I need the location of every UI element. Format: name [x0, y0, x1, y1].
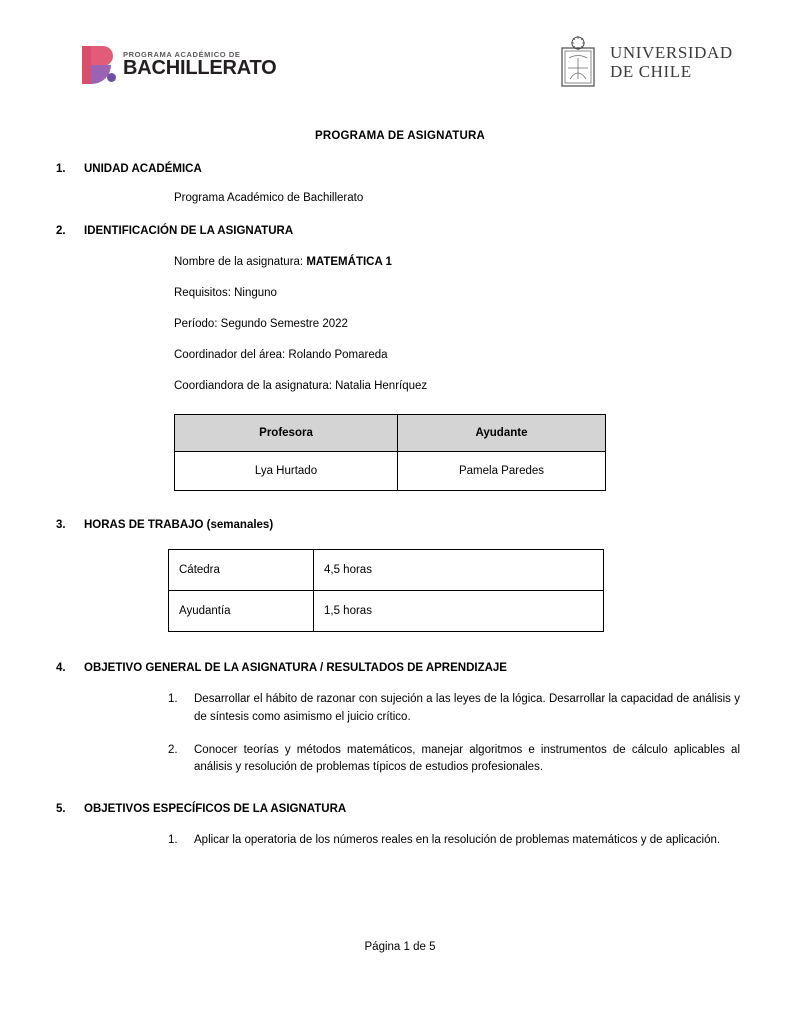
- section-heading-unidad-academica: [56, 163, 744, 175]
- table-row: [175, 452, 606, 491]
- section-number-5: 5.: [56, 803, 66, 816]
- nombre-asignatura-label: Nombre de la asignatura:: [174, 256, 307, 268]
- section-heading-identificacion: [56, 225, 744, 237]
- unidad-academica-value: Programa Académico de Bachillerato: [174, 192, 364, 204]
- list-item-number: 2.: [168, 743, 178, 756]
- bachillerato-logo-line1: PROGRAMA ACADÉMICO DE: [123, 49, 241, 59]
- university-logo-line1: UNIVERSIDAD: [610, 42, 733, 62]
- university-logo-line2: DE CHILE: [610, 62, 692, 81]
- table-header-row: [175, 415, 606, 452]
- nombre-asignatura-row: [174, 256, 744, 268]
- university-logo-text: [610, 43, 733, 81]
- column-header-profesora: Profesora: [175, 415, 398, 452]
- list-item: [168, 691, 740, 727]
- universidad-de-chile-logo: [556, 36, 733, 88]
- cell-ayudantia-horas: 1,5 horas: [314, 591, 604, 632]
- cell-catedra-label: Cátedra: [169, 550, 314, 591]
- column-header-ayudante: Ayudante: [398, 415, 606, 452]
- section-number-3: 3.: [56, 519, 66, 531]
- list-item-number: 1.: [168, 693, 178, 705]
- section-number-2: 2.: [56, 225, 66, 237]
- bachillerato-logo-icon: [82, 46, 116, 84]
- table-row: [169, 550, 604, 591]
- cell-profesora-nombre: Lya Hurtado: [175, 452, 398, 491]
- table-row: [169, 591, 604, 632]
- list-item-text: Aplicar la operatoria de los números reales en la resolución de problemas matemáticos y de aplicación.: [194, 834, 721, 847]
- section-heading-horas-trabajo: [56, 519, 744, 531]
- section-number-4: 4.: [56, 662, 66, 674]
- requisitos-row: Requisitos: Ninguno: [174, 287, 277, 299]
- section-heading-objetivo-general: [56, 662, 744, 674]
- coordinador-area-row: Coordinador del área: Rolando Pomareda: [174, 349, 388, 361]
- section-title-3: HORAS DE TRABAJO (semanales): [84, 519, 274, 531]
- list-item: [168, 742, 740, 778]
- list-item-text: Desarrollar el hábito de razonar con sujeción a las leyes de la lógica. Desarrollar la capacidad de análisis y de síntesis como asimismo el juicio crítico.: [194, 693, 740, 723]
- cell-ayudante-nombre: Pamela Paredes: [398, 452, 606, 491]
- objetivos-especificos-list: [168, 832, 744, 850]
- section-title-4: OBJETIVO GENERAL DE LA ASIGNATURA / RESULTADOS DE APRENDIZAJE: [84, 662, 507, 674]
- university-seal-icon: [556, 36, 600, 88]
- nombre-asignatura-value: MATEMÁTICA 1: [306, 256, 392, 268]
- list-item: [168, 832, 740, 850]
- section-title-5: OBJETIVOS ESPECÍFICOS DE LA ASIGNATURA: [84, 803, 347, 816]
- periodo-row: Período: Segundo Semestre 2022: [174, 318, 348, 330]
- list-item-text: Conocer teorías y métodos matemáticos, manejar algoritmos e instrumentos de cálculo aplicables al análisis y resolución de problemas típicos de estudios profesionales.: [194, 743, 740, 774]
- bachillerato-logo: [82, 46, 277, 84]
- list-item-number: 1.: [168, 834, 178, 847]
- document-header: [56, 30, 744, 102]
- section-title-2: IDENTIFICACIÓN DE LA ASIGNATURA: [84, 225, 294, 237]
- section-title-1: UNIDAD ACADÉMICA: [84, 163, 202, 175]
- coordinadora-asignatura-row: Coordiandora de la asignatura: Natalia Henríquez: [174, 380, 428, 392]
- equipo-docente-table: [174, 414, 606, 491]
- page-title: PROGRAMA DE ASIGNATURA: [314, 130, 486, 142]
- objetivo-general-list: [168, 691, 744, 777]
- bachillerato-logo-text: [123, 51, 277, 80]
- bachillerato-logo-line2: BACHILLERATO: [123, 57, 277, 80]
- horas-trabajo-table: [168, 549, 604, 632]
- cell-ayudantia-label: Ayudantía: [169, 591, 314, 632]
- page-footer: Página 1 de 5: [364, 941, 436, 953]
- section-heading-objetivos-especificos: [56, 803, 744, 815]
- section-number-1: 1.: [56, 163, 66, 175]
- cell-catedra-horas: 4,5 horas: [314, 550, 604, 591]
